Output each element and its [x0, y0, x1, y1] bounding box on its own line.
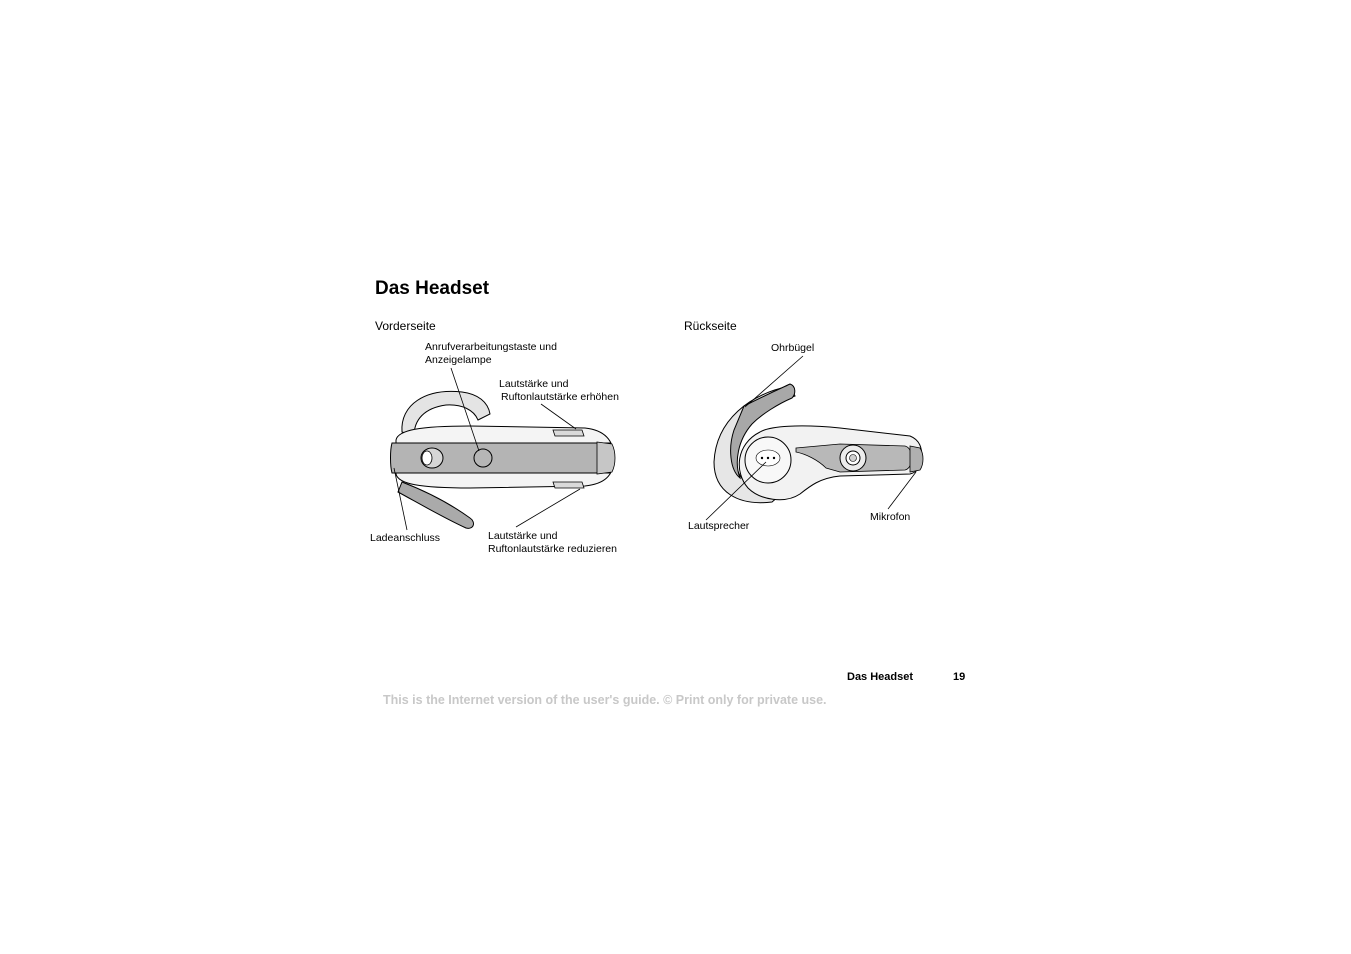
volume-down-callout-line1: Lautstärke und — [488, 530, 558, 542]
volume-up-callout — [499, 378, 619, 403]
page-title: Das Headset — [375, 278, 490, 299]
ear-hook-callout: Ohrbügel — [771, 342, 815, 354]
volume-up-callout-line2: Ruftonlautstärke erhöhen — [501, 390, 619, 403]
back-headset-illustration — [706, 356, 923, 520]
charger-callout: Ladeanschluss — [370, 532, 441, 544]
volume-up-callout-line1: Lautstärke und — [499, 378, 569, 390]
footer-section-title: Das Headset — [847, 671, 914, 683]
microphone-callout: Mikrofon — [870, 511, 911, 523]
call-button-callout-line1: Anrufverarbeitungstaste und — [425, 341, 557, 353]
back-view-heading: Rückseite — [684, 319, 737, 333]
front-view-heading: Vorderseite — [375, 319, 436, 333]
speaker-callout: Lautsprecher — [688, 520, 750, 532]
volume-down-callout-line2: Ruftonlautstärke reduzieren — [488, 542, 617, 555]
call-button-callout-line2: Anzeigelampe — [425, 353, 492, 366]
volume-down-callout — [488, 530, 617, 555]
call-button-callout — [425, 341, 557, 366]
internet-version-disclaimer: This is the Internet version of the user's guide. © Print only for private use. — [383, 693, 827, 707]
page-number: 19 — [953, 671, 966, 683]
